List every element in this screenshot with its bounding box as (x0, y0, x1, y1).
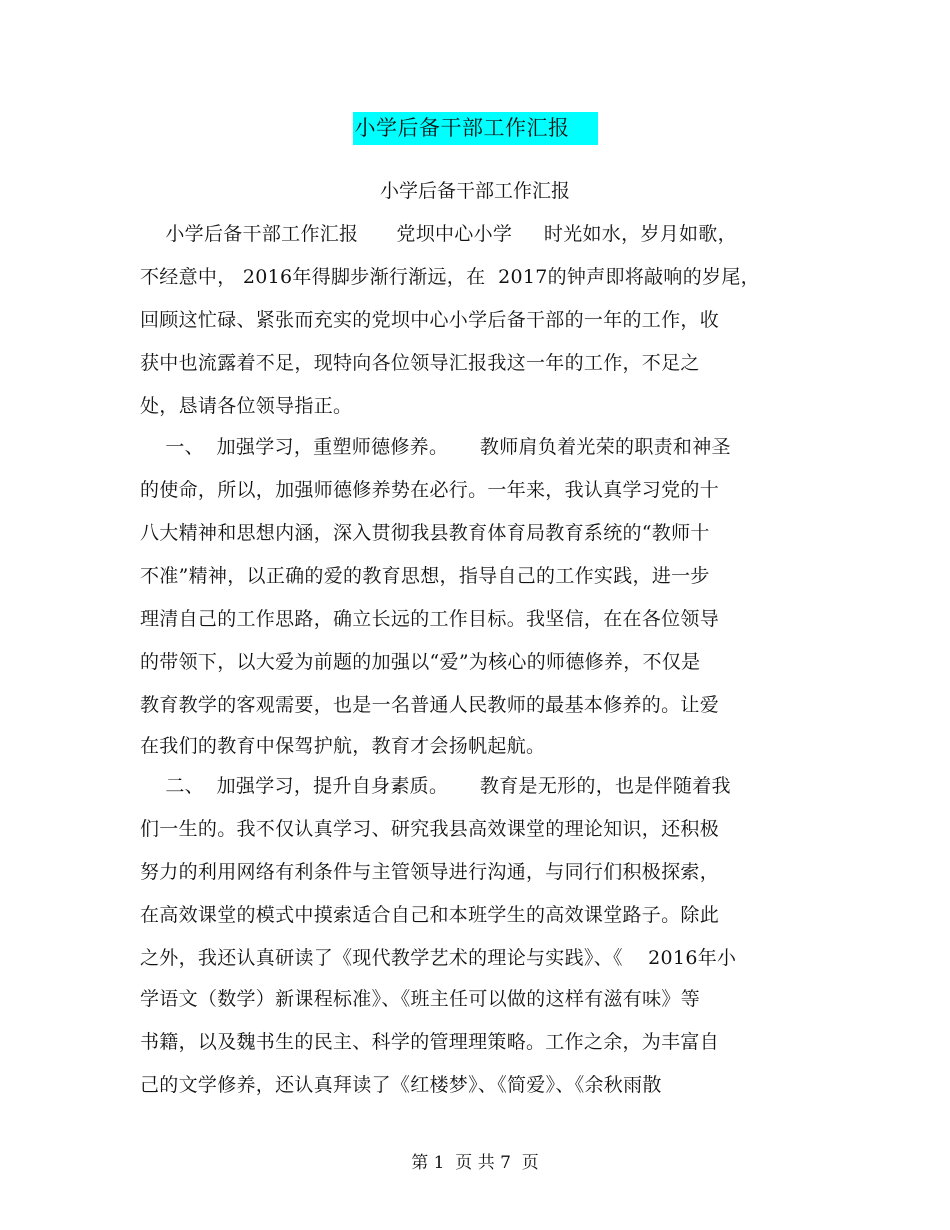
body-line: 努力的利用网络有利条件与主管领导进行沟通，与同行们积极探索， (140, 861, 720, 883)
body-line: 获中也流露着不足，现特向各位领导汇报我这一年的工作，不足之 (140, 352, 700, 374)
body-line: 理清自己的工作思路，确立长远的工作目标。我坚信，在在各位领导 (140, 608, 720, 630)
body-line: 教育教学的客观需要，也是一名普通人民教师的最基本修养的。让爱 (140, 694, 720, 716)
body-line: 回顾这忙碌、紧张而充实的党坝中心小学后备干部的一年的工作，收 (140, 309, 720, 331)
body-line: 书籍，以及魏书生的民主、科学的管理理策略。工作之余，为丰富自 (140, 1031, 720, 1053)
body-line: 在我们的教育中保驾护航，教育才会扬帆起航。 (140, 735, 546, 757)
body-line: 不经意中， 2016年得脚步渐行渐远，在 2017的钟声即将敲响的岁尾， (140, 266, 760, 288)
body-line: 己的文学修养，还认真拜读了《红楼梦》、《简爱》、《余秋雨散 (140, 1074, 662, 1096)
body-line: 小学后备干部工作汇报 党坝中心小学 时光如水，岁月如歌， (140, 223, 737, 245)
body-line: 的带领下，以大爱为前题的加强以“爱”为核心的师德修养，不仅是 (140, 651, 701, 673)
body-line: 之外，我还认真研读了《现代教学艺术的理论与实践》、《 2016年小 (140, 947, 737, 969)
title-container (0, 112, 950, 145)
document-title: 小学后备干部工作汇报 (353, 112, 598, 145)
body-line: 在高效课堂的模式中摸索适合自己和本班学生的高效课堂路子。除此 (140, 904, 720, 926)
body-line: 不准”精神，以正确的爱的教育思想，指导自己的工作实践，进一步 (140, 565, 710, 587)
body-line: 的使命，所以，加强师德修养势在必行。一年来，我认真学习党的十 (140, 479, 720, 501)
body-line: 学语文（数学）新课程标准》、《班主任可以做的这样有滋有味》等 (140, 988, 701, 1010)
document-subtitle: 小学后备干部工作汇报 (379, 180, 570, 202)
body-line: 二、 加强学习，提升自身素质。 教育是无形的，也是伴随着我 (140, 775, 731, 797)
body-line: 八大精神和思想内涵，深入贯彻我县教育体育局教育系统的“教师十 (140, 522, 710, 544)
body-line: 处，恳请各位领导指正。 (140, 395, 353, 417)
body-line: 一、 加强学习，重塑师德修养。 教师肩负着光荣的职责和神圣 (140, 436, 731, 458)
body-line: 们一生的。我不仅认真学习、研究我县高效课堂的理论知识，还积极 (140, 818, 720, 840)
page-footer: 第 1 页 共 7 页 (411, 1153, 539, 1173)
